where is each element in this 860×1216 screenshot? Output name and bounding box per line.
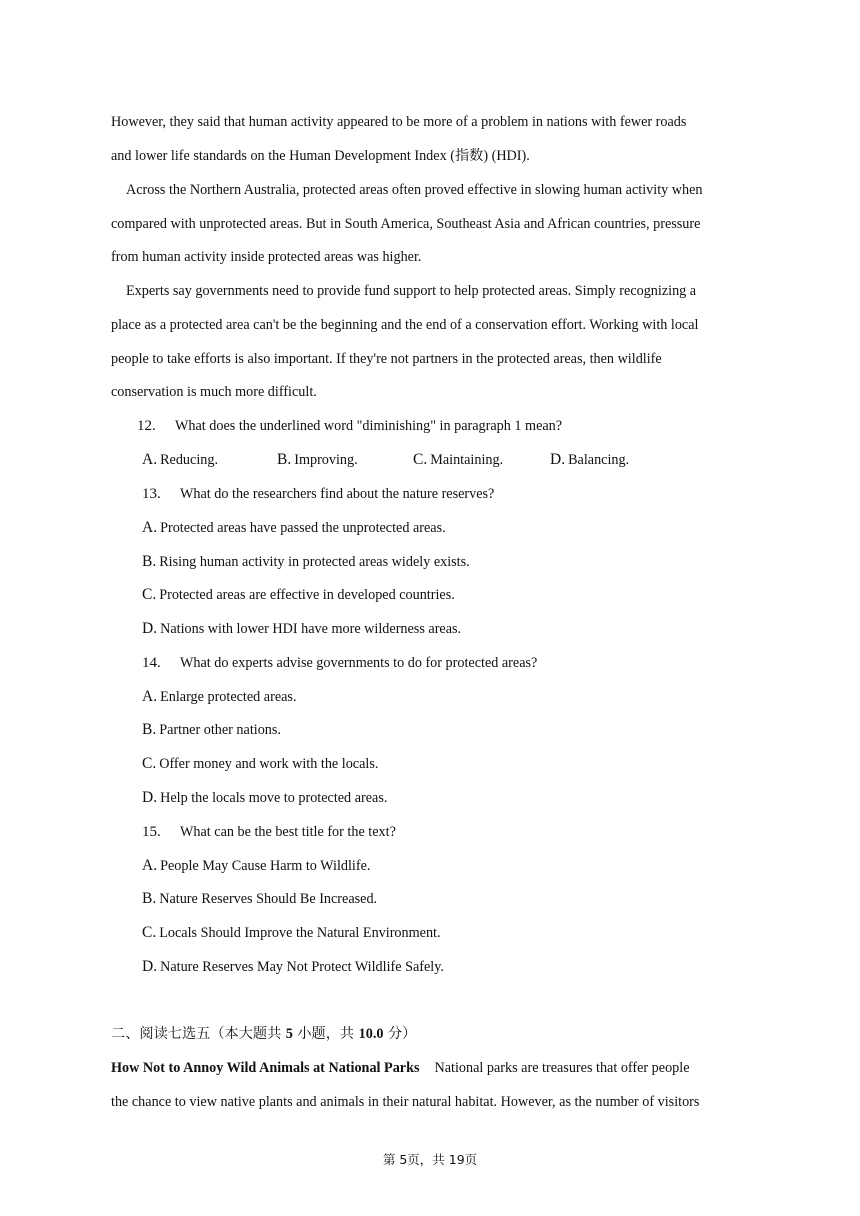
option-letter: D. [142,789,158,806]
passage-line: Experts say governments need to provide fund support to help protected areas. Simply recognizing a [126,283,697,299]
option-letter: D. [142,620,158,637]
option-text: Locals Should Improve the Natural Environment. [159,925,441,941]
option-text: Protected areas have passed the unprotected areas. [160,520,446,536]
option-letter: D. [550,451,566,468]
option-b [277,450,358,470]
option-letter: B. [142,721,157,738]
option-letter: D. [142,958,158,975]
question-text: What do the researchers find about the nature reserves? [180,486,495,502]
option-letter: B. [142,553,157,570]
option-d [142,788,387,808]
passage-line: compared with unprotected areas. But in South America, Southeast Asia and African countries, pressure [111,216,701,232]
option-letter: C. [142,924,157,941]
option-a [142,687,297,707]
option-a [142,856,370,876]
passage-line: conservation is much more difficult. [111,384,317,400]
option-text: Protected areas are effective in developed countries. [159,587,455,603]
passage-line: the chance to view native plants and animals in their natural habitat. However, as the number of visitors [111,1094,700,1110]
option-text: Enlarge protected areas. [160,689,297,705]
option-letter: C. [413,451,428,468]
option-b [142,720,281,740]
section-count: 5 [285,1026,293,1042]
passage-line: from human activity inside protected areas was higher. [111,249,422,265]
passage2-text: National parks are treasures that offer people [434,1060,690,1076]
option-text: Nature Reserves Should Be Increased. [159,891,378,907]
question-number: 12. [137,418,156,434]
section-suffix: 分） [383,1026,417,1042]
option-c [142,754,378,774]
option-letter: A. [142,451,158,468]
option-text: Reducing. [160,452,218,468]
option-text: Maintaining. [430,452,504,468]
question-number: 14. [142,655,161,671]
option-letter: A. [142,688,158,705]
option-letter: A. [142,857,158,874]
option-d [142,619,461,639]
option-text: Balancing. [568,452,630,468]
option-text: Improving. [294,452,358,468]
option-letter: B. [142,890,157,907]
question-text: What do experts advise governments to do for protected areas? [180,655,538,671]
option-letter: B. [277,451,292,468]
option-text: Nature Reserves May Not Protect Wildlife Safely. [160,959,444,975]
option-b [142,889,377,909]
passage-line: However, they said that human activity appeared to be more of a problem in nations with fewer roads [111,114,687,130]
question-number: 13. [142,486,161,502]
passage2-title: How Not to Annoy Wild Animals at National Parks [111,1060,420,1076]
option-letter: C. [142,755,157,772]
option-text: Help the locals move to protected areas. [160,790,388,806]
option-text: Nations with lower HDI have more wilderness areas. [160,621,462,637]
passage-line: Across the Northern Australia, protected areas often proved effective in slowing human activity when [126,182,703,198]
option-c [142,923,441,943]
option-d [550,450,629,470]
section-middle: 小题，共 [292,1026,359,1042]
option-text: Offer money and work with the locals. [159,756,379,772]
option-b [142,552,470,572]
section-prefix: 二、阅读七选五（本大题共 [111,1026,286,1042]
question-text: What does the underlined word "diminishing" in paragraph 1 mean? [175,418,563,434]
page-footer: 第 5页，共 19页 [382,1152,478,1167]
passage-line: and lower life standards on the Human Development Index (指数) (HDI). [111,148,530,164]
option-letter: A. [142,519,158,536]
option-a [142,518,446,538]
option-text: Rising human activity in protected areas widely exists. [159,554,470,570]
option-text: People May Cause Harm to Wildlife. [160,858,371,874]
option-c [142,585,455,605]
option-text: Partner other nations. [159,722,281,738]
section-score: 10.0 [358,1026,384,1042]
passage-line: place as a protected area can't be the beginning and the end of a conservation effort. Working with local [111,317,699,333]
option-c [413,450,503,470]
question-number: 15. [142,824,161,840]
section-heading [111,1024,416,1044]
option-letter: C. [142,586,157,603]
passage2-first-line [111,1058,690,1078]
option-a [142,450,218,470]
option-d [142,957,444,977]
passage-line: people to take efforts is also important. If they're not partners in the protected areas, then wildlife [111,351,662,367]
question-text: What can be the best title for the text? [180,824,396,840]
